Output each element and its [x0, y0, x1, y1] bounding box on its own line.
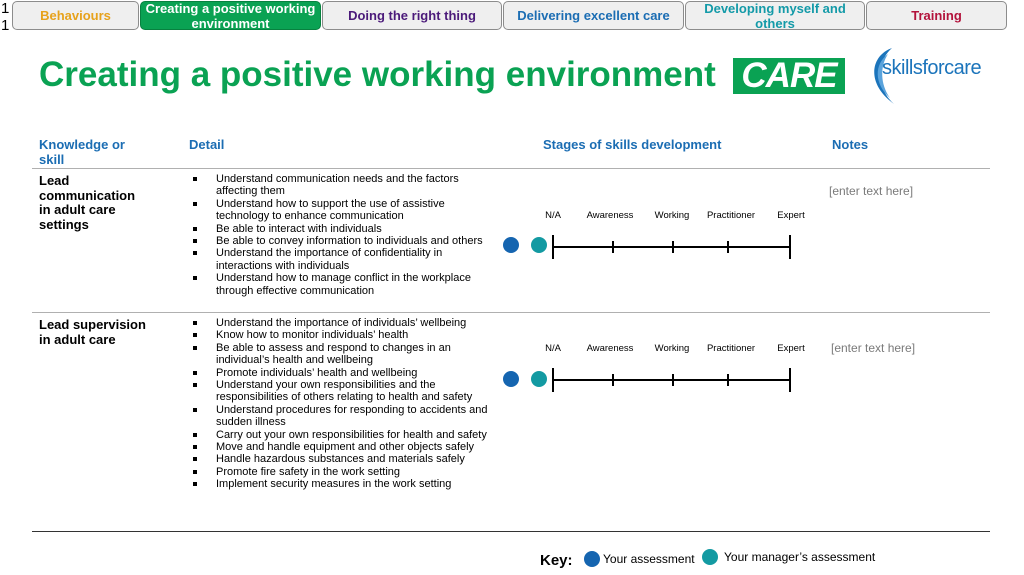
- tab-creating-positive-environment[interactable]: Creating a positive working environment: [140, 1, 321, 30]
- stage-label-awareness: Awareness: [586, 210, 634, 221]
- tab-delivering-excellent-care[interactable]: Delivering excellent care: [503, 1, 684, 30]
- manager-assessment-key-icon: [702, 549, 718, 565]
- list-item: Understand the importance of individuals’ wellbeing: [190, 317, 490, 329]
- scale-tick: [672, 374, 674, 386]
- scale-tick: [727, 374, 729, 386]
- scale-tick-end: [789, 368, 791, 392]
- header-divider: [32, 168, 990, 169]
- list-item: Understand how to manage conflict in the workplace through effective communication: [190, 272, 490, 297]
- detail-list-communication: [190, 173, 490, 297]
- page-title: Creating a positive working environment: [39, 55, 716, 94]
- list-item: Handle hazardous substances and materials safely: [190, 453, 490, 465]
- skill-name-supervision: Lead supervision in adult care: [39, 317, 146, 347]
- stage-label-expert: Expert: [777, 210, 805, 221]
- column-header-detail: Detail: [189, 137, 225, 152]
- manager-assessment-marker[interactable]: [531, 237, 547, 253]
- list-item: Be able to interact with individuals: [190, 223, 490, 235]
- your-assessment-key-text: Your assessment: [603, 552, 695, 566]
- list-item: Implement security measures in the work setting: [190, 478, 490, 490]
- column-header-stages: Stages of skills development: [543, 137, 722, 152]
- tab-behaviours[interactable]: Behaviours: [12, 1, 139, 30]
- table-bottom-divider: [32, 531, 990, 532]
- manager-assessment-marker[interactable]: [531, 371, 547, 387]
- section-tabs: [0, 0, 1024, 32]
- stage-label-practitioner: Practitioner: [706, 343, 756, 354]
- list-item: Understand how to support the use of assistive technology to enhance communication: [190, 198, 490, 223]
- column-header-notes: Notes: [832, 137, 869, 152]
- notes-field-supervision[interactable]: [enter text here]: [831, 341, 916, 355]
- your-assessment-marker[interactable]: [503, 237, 519, 253]
- tab-developing-myself[interactable]: Developing myself and others: [685, 1, 865, 30]
- tab-training[interactable]: Training: [866, 1, 1007, 30]
- stage-label-working: Working: [654, 210, 690, 221]
- notes-field-communication[interactable]: [enter text here]: [829, 184, 914, 198]
- stage-label-na: N/A: [545, 210, 561, 221]
- care-logo: [733, 58, 845, 94]
- list-item: Understand procedures for responding to accidents and sudden illness: [190, 404, 490, 429]
- stage-label-na: N/A: [545, 343, 561, 354]
- list-item: Promote individuals’ health and wellbeing: [190, 367, 490, 379]
- scale-tick-start: [552, 368, 554, 392]
- skills-for-care-text: skillsforcare: [882, 57, 982, 79]
- list-item: Understand communication needs and the factors affecting them: [190, 173, 490, 198]
- list-item: Move and handle equipment and other objects safely: [190, 441, 490, 453]
- your-assessment-key-icon: [584, 551, 600, 567]
- skill-name-communication: Lead communication in adult care settings: [39, 173, 136, 232]
- page-number: 11: [1, 0, 10, 34]
- manager-assessment-key-text: Your manager’s assessment: [724, 550, 876, 564]
- tab-doing-right-thing[interactable]: Doing the right thing: [322, 1, 502, 30]
- detail-list-supervision: [190, 317, 490, 491]
- list-item: Carry out your own responsibilities for health and safety: [190, 429, 490, 441]
- key-label: Key:: [540, 552, 573, 569]
- list-item: Be able to convey information to individuals and others: [190, 235, 490, 247]
- scale-tick: [727, 241, 729, 253]
- skills-for-care-logo: [866, 44, 1001, 108]
- list-item: Promote fire safety in the work setting: [190, 466, 490, 478]
- care-logo-text: CARE: [741, 56, 837, 95]
- scale-tick-start: [552, 235, 554, 259]
- stage-label-expert: Expert: [777, 343, 805, 354]
- row-divider: [32, 312, 990, 313]
- stage-label-practitioner: Practitioner: [706, 210, 756, 221]
- your-assessment-marker[interactable]: [503, 371, 519, 387]
- stage-label-awareness: Awareness: [586, 343, 634, 354]
- column-header-skill: Knowledge or skill: [39, 137, 125, 167]
- list-item: Be able to assess and respond to changes in an individual’s health and wellbeing: [190, 342, 490, 367]
- scale-tick-end: [789, 235, 791, 259]
- scale-tick: [672, 241, 674, 253]
- scale-tick: [612, 241, 614, 253]
- stage-label-working: Working: [654, 343, 690, 354]
- list-item: Know how to monitor individuals’ health: [190, 329, 490, 341]
- list-item: Understand the importance of confidentiality in interactions with individuals: [190, 247, 490, 272]
- list-item: Understand your own responsibilities and the responsibilities of others relating to health and safety: [190, 379, 490, 404]
- scale-tick: [612, 374, 614, 386]
